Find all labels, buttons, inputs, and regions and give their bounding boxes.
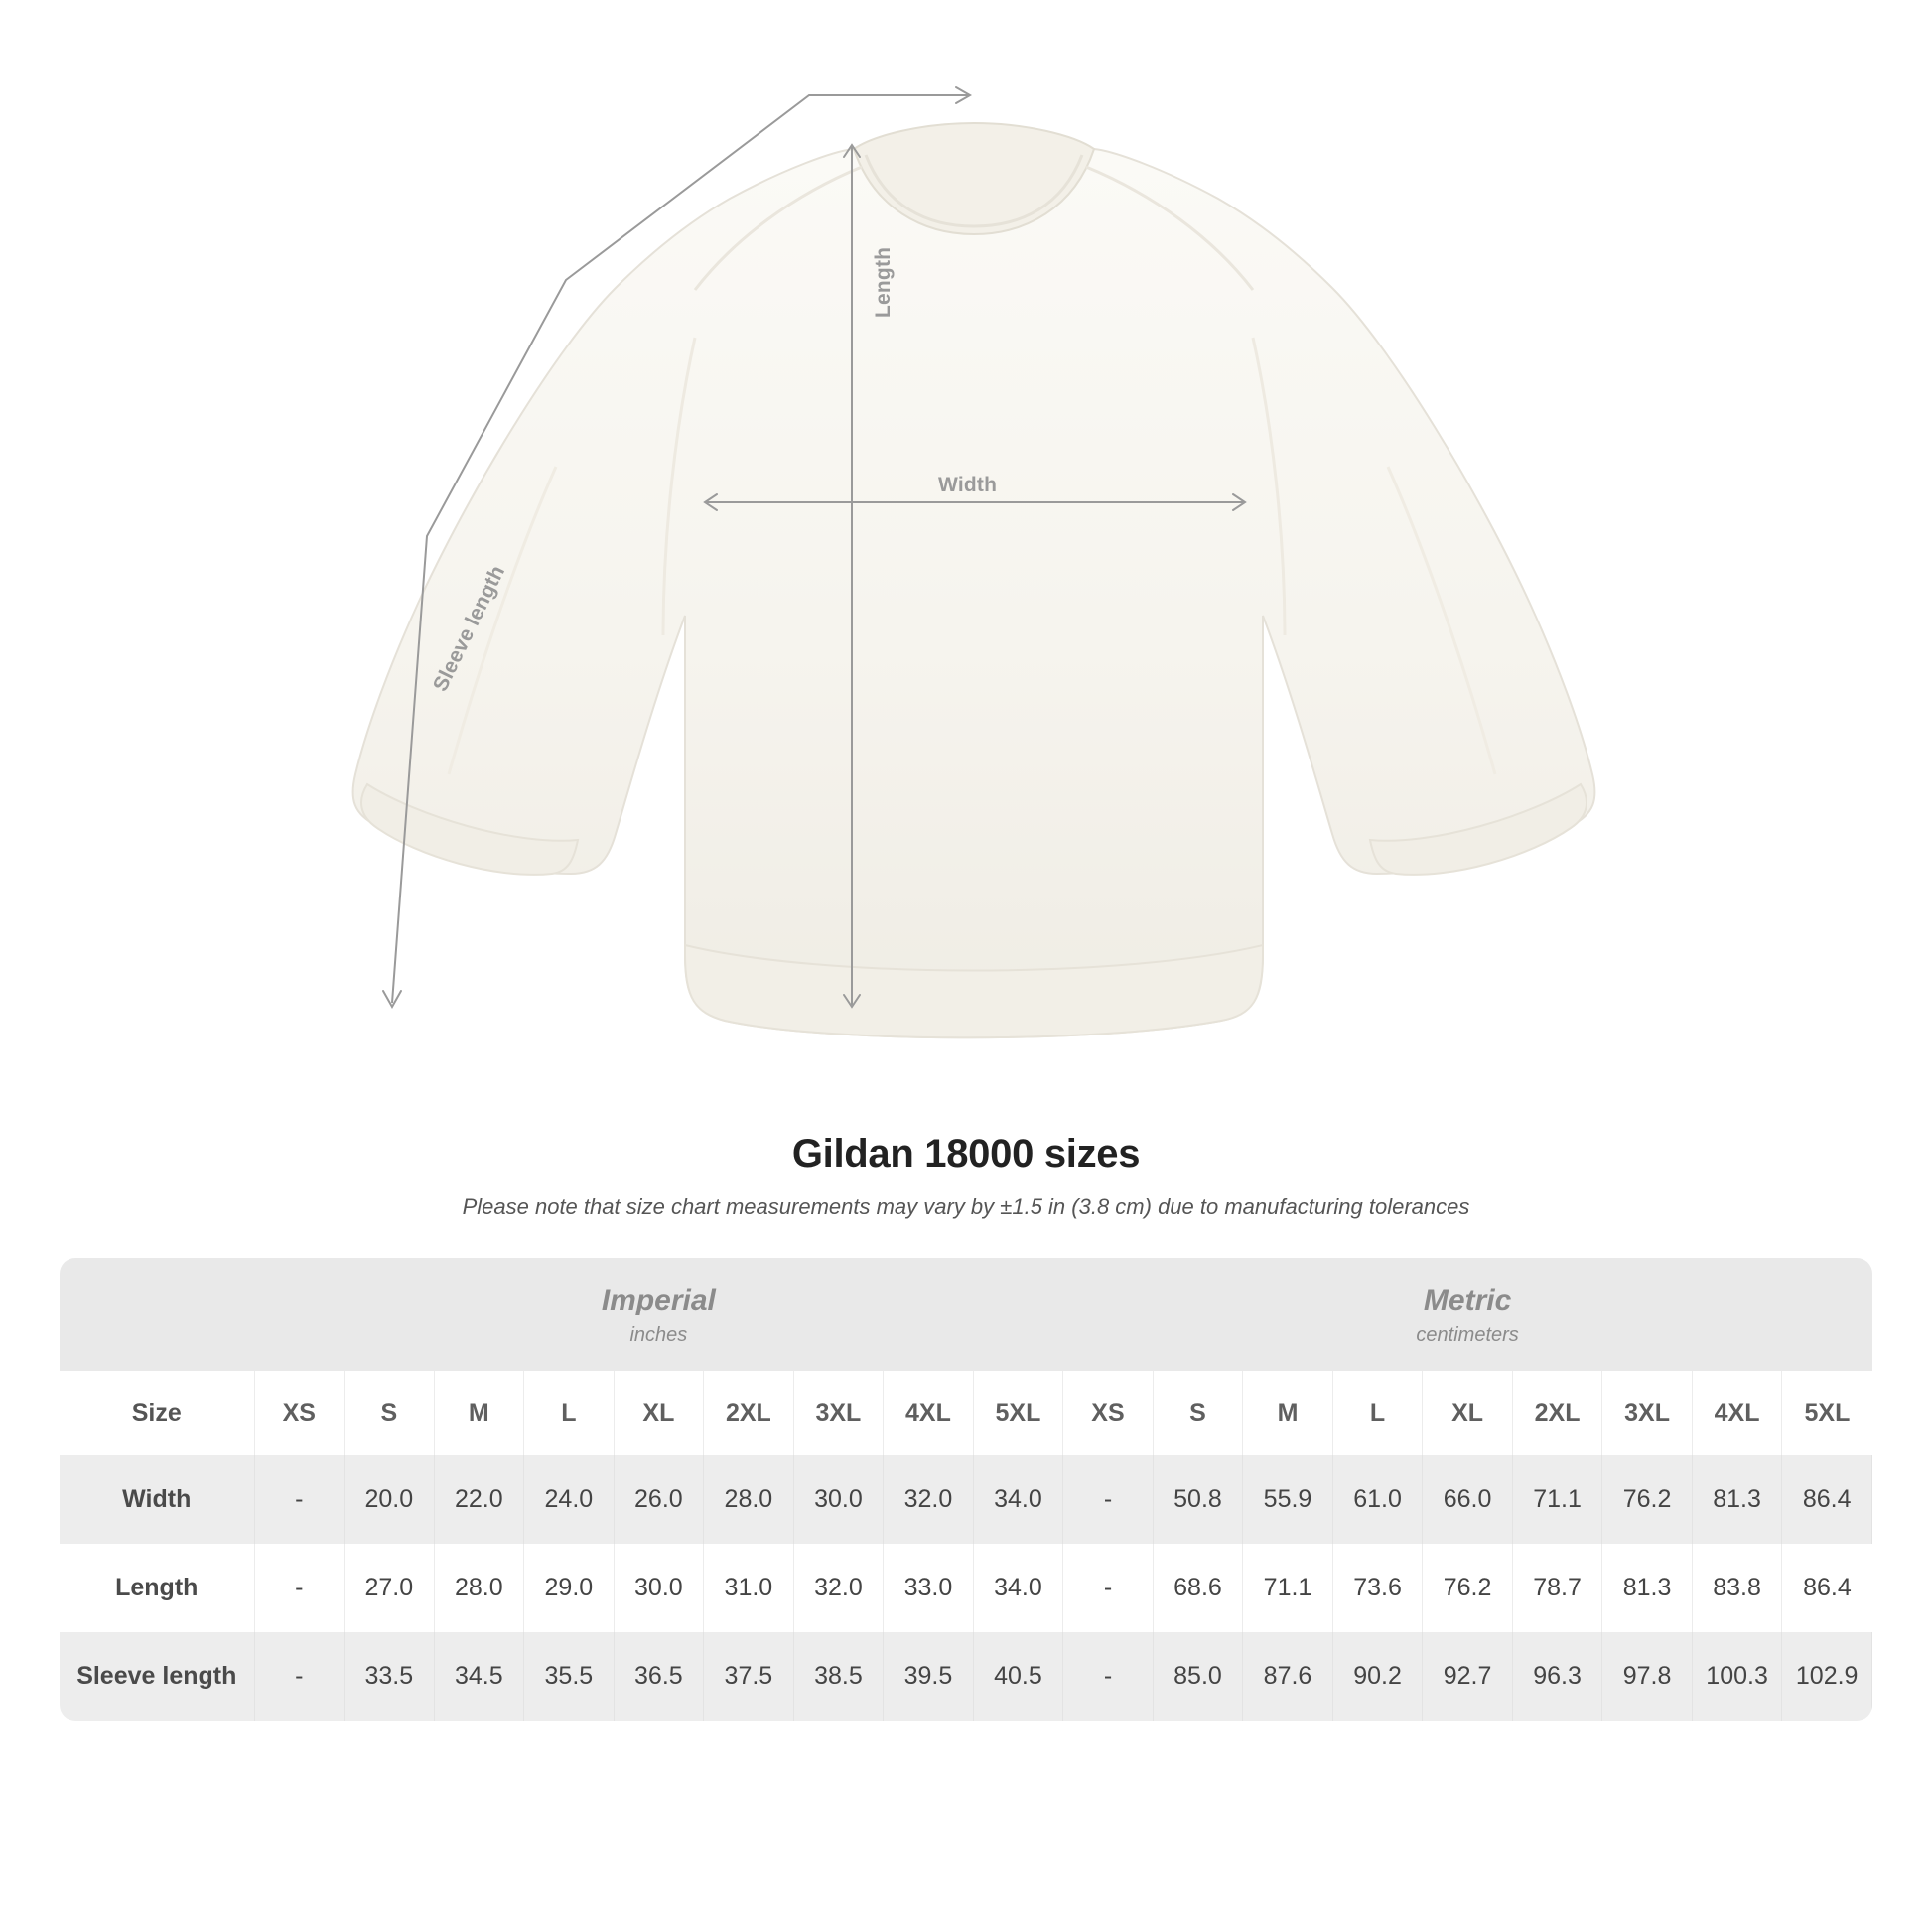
header-size-xs-metric: XS (1063, 1371, 1154, 1455)
header-size-m-metric: M (1243, 1371, 1333, 1455)
cell-length-2: 28.0 (434, 1544, 524, 1632)
sleeve-length-label: Sleeve length (429, 561, 510, 696)
length-label: Length (872, 246, 895, 318)
cell-sleeve-3: 35.5 (524, 1632, 615, 1721)
cell-sleeve-9: - (1063, 1632, 1154, 1721)
cell-length-11: 71.1 (1243, 1544, 1333, 1632)
cell-width-4: 26.0 (614, 1455, 704, 1544)
cell-length-16: 83.8 (1692, 1544, 1782, 1632)
cell-length-9: - (1063, 1544, 1154, 1632)
cell-width-8: 34.0 (973, 1455, 1063, 1544)
header-size-3xl-metric: 3XL (1602, 1371, 1693, 1455)
cell-length-15: 81.3 (1602, 1544, 1693, 1632)
sweatshirt-shape (353, 123, 1595, 1037)
header-size-xs-imperial: XS (254, 1371, 345, 1455)
cell-width-16: 81.3 (1692, 1455, 1782, 1544)
cell-sleeve-4: 36.5 (614, 1632, 704, 1721)
cell-length-6: 32.0 (793, 1544, 884, 1632)
header-size-s-metric: S (1153, 1371, 1243, 1455)
header-size-m-imperial: M (434, 1371, 524, 1455)
header-size-l-metric: L (1332, 1371, 1423, 1455)
cell-width-3: 24.0 (524, 1455, 615, 1544)
unit-group-imperial (254, 1258, 1063, 1371)
table-row (60, 1632, 1872, 1721)
cell-length-1: 27.0 (345, 1544, 435, 1632)
row-label-length: Length (60, 1544, 254, 1632)
cell-sleeve-10: 85.0 (1153, 1632, 1243, 1721)
header-size-2xl-imperial: 2XL (704, 1371, 794, 1455)
cell-sleeve-13: 92.7 (1423, 1632, 1513, 1721)
header-size-4xl-imperial: 4XL (884, 1371, 974, 1455)
row-label-sleeve-length: Sleeve length (60, 1632, 254, 1721)
cell-length-4: 30.0 (614, 1544, 704, 1632)
header-size-3xl-imperial: 3XL (793, 1371, 884, 1455)
width-label: Width (938, 474, 998, 496)
header-size-xl-metric: XL (1423, 1371, 1513, 1455)
cell-sleeve-8: 40.5 (973, 1632, 1063, 1721)
cell-sleeve-7: 39.5 (884, 1632, 974, 1721)
cell-length-8: 34.0 (973, 1544, 1063, 1632)
header-size-5xl-imperial: 5XL (973, 1371, 1063, 1455)
title-block (0, 1132, 1932, 1220)
cell-width-5: 28.0 (704, 1455, 794, 1544)
cell-length-7: 33.0 (884, 1544, 974, 1632)
size-table (60, 1258, 1872, 1721)
table-row (60, 1544, 1872, 1632)
cell-length-0: - (254, 1544, 345, 1632)
cell-sleeve-0: - (254, 1632, 345, 1721)
cell-length-14: 78.7 (1512, 1544, 1602, 1632)
cell-sleeve-16: 100.3 (1692, 1632, 1782, 1721)
cell-width-2: 22.0 (434, 1455, 524, 1544)
page-title: Gildan 18000 sizes (791, 1132, 1141, 1175)
header-size-l-imperial: L (524, 1371, 615, 1455)
unit-header-row (60, 1258, 1872, 1371)
cell-sleeve-14: 96.3 (1512, 1632, 1602, 1721)
cell-sleeve-12: 90.2 (1332, 1632, 1423, 1721)
header-size-xl-imperial: XL (614, 1371, 704, 1455)
cell-length-5: 31.0 (704, 1544, 794, 1632)
header-size-5xl-metric: 5XL (1782, 1371, 1872, 1455)
unit-imperial-name: Imperial (601, 1284, 716, 1316)
table-row (60, 1455, 1872, 1544)
cell-length-12: 73.6 (1332, 1544, 1423, 1632)
cell-length-3: 29.0 (524, 1544, 615, 1632)
cell-sleeve-6: 38.5 (793, 1632, 884, 1721)
size-table-wrapper (60, 1258, 1872, 1721)
size-header-row (60, 1371, 1872, 1455)
cell-width-17: 86.4 (1782, 1455, 1872, 1544)
cell-sleeve-1: 33.5 (345, 1632, 435, 1721)
cell-sleeve-5: 37.5 (704, 1632, 794, 1721)
unit-metric-name: Metric (1423, 1284, 1512, 1316)
cell-sleeve-11: 87.6 (1243, 1632, 1333, 1721)
cell-width-10: 50.8 (1153, 1455, 1243, 1544)
cell-width-1: 20.0 (345, 1455, 435, 1544)
unit-spacer (60, 1258, 254, 1371)
cell-sleeve-2: 34.5 (434, 1632, 524, 1721)
cell-sleeve-17: 102.9 (1782, 1632, 1872, 1721)
cell-sleeve-15: 97.8 (1602, 1632, 1693, 1721)
cell-length-13: 76.2 (1423, 1544, 1513, 1632)
header-size-2xl-metric: 2XL (1512, 1371, 1602, 1455)
unit-metric-sub: centimeters (1416, 1323, 1519, 1346)
cell-width-11: 55.9 (1243, 1455, 1333, 1544)
unit-imperial-sub: inches (629, 1323, 688, 1346)
row-label-width: Width (60, 1455, 254, 1544)
unit-group-metric (1063, 1258, 1872, 1371)
cell-width-7: 32.0 (884, 1455, 974, 1544)
cell-length-10: 68.6 (1153, 1544, 1243, 1632)
cell-width-13: 66.0 (1423, 1455, 1513, 1544)
cell-width-15: 76.2 (1602, 1455, 1693, 1544)
cell-width-6: 30.0 (793, 1455, 884, 1544)
cell-length-17: 86.4 (1782, 1544, 1872, 1632)
header-size-s-imperial: S (345, 1371, 435, 1455)
header-size-4xl-metric: 4XL (1692, 1371, 1782, 1455)
header-size: Size (60, 1371, 254, 1455)
tolerance-note: Please note that size chart measurements may vary by ±1.5 in (3.8 cm) due to manufacturing tolerances (462, 1194, 1470, 1219)
cell-width-14: 71.1 (1512, 1455, 1602, 1544)
cell-width-9: - (1063, 1455, 1154, 1544)
cell-width-0: - (254, 1455, 345, 1544)
cell-width-12: 61.0 (1332, 1455, 1423, 1544)
